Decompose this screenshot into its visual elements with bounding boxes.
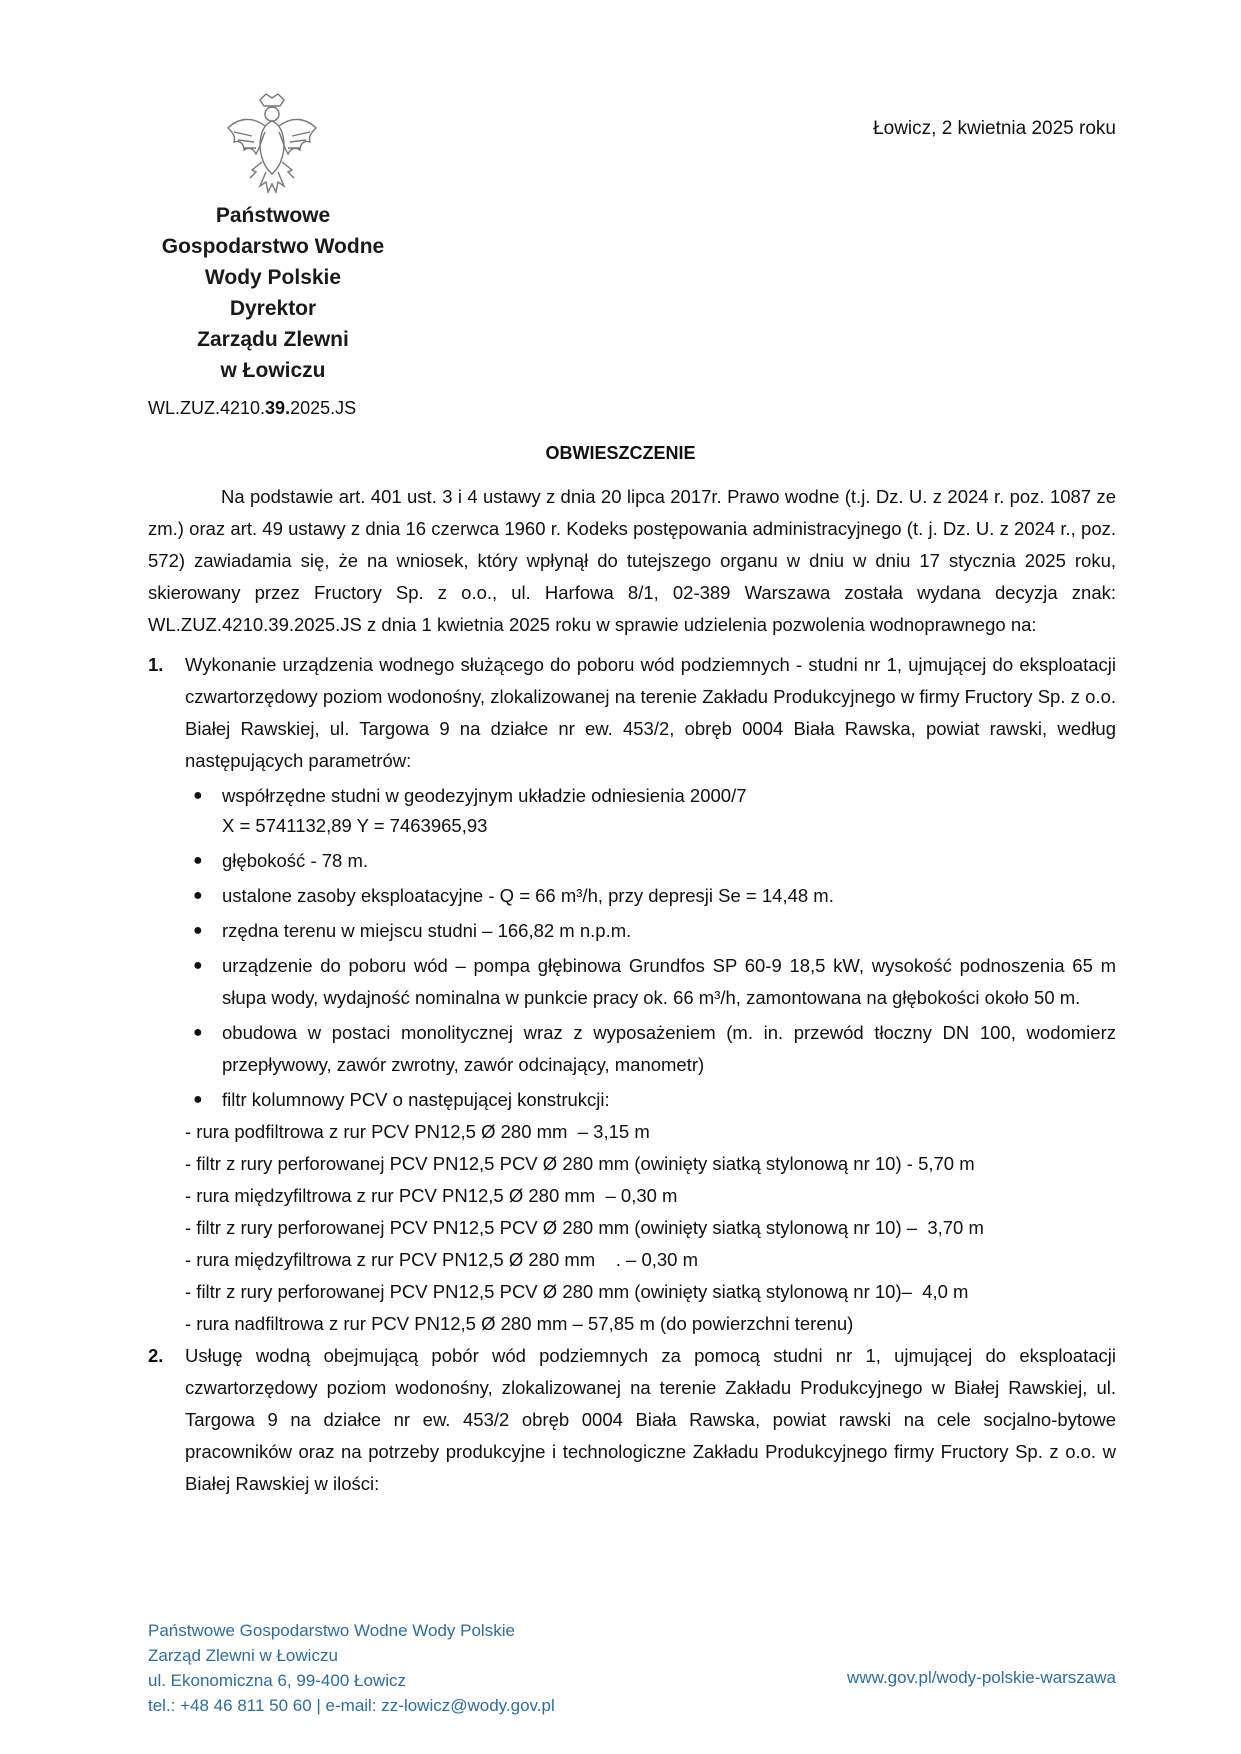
bullet-item [185, 1017, 1116, 1081]
document-title: OBWIESZCZENIE [545, 443, 696, 463]
bullet-text: urządzenie do poboru wód – pompa głębinowa Grundfos SP 60-9 18,5 kW, wysokość podnoszenia 65 m słupa wody, wydajność nominalna w punkcie pracy ok. 66 m³/h, zamontowana na głębokości około 50 m. [222, 955, 1116, 1008]
bullet-icon: ● [193, 1024, 203, 1041]
filter-line: - filtr z rury perforowanej PCV PN12,5 PCV Ø 280 mm (owinięty siatką stylonową nr 10)– 4,0 m [185, 1281, 969, 1302]
bullet-text: obudowa w postaci monolitycznej wraz z wyposażeniem (m. in. przewód tłoczny DN 100, wodomierz przepływowy, zawór zwrotny, zawór odcinający, manometr) [222, 1022, 1116, 1075]
bullet-icon: ● [193, 887, 203, 904]
bullet-item [185, 780, 1116, 842]
numbered-item-1 [148, 649, 1116, 1340]
reference-number [148, 398, 356, 419]
ref-prefix: WL.ZUZ.4210. [148, 398, 266, 418]
issuer-line: Państwowe [215, 204, 331, 227]
bullet-icon: ● [193, 852, 203, 869]
bullet-item [185, 950, 1116, 1014]
ref-bold: 39. [265, 398, 291, 418]
item-number: 2. [148, 1345, 164, 1366]
numbered-item-2 [148, 1340, 1116, 1500]
coordinates: X = 5741132,89 Y = 7463965,93 [222, 815, 488, 836]
bullet-text: rzędna terenu w miejscu studni – 166,82 m n.p.m. [222, 920, 632, 941]
footer-line: Państwowe Gospodarstwo Wodne Wody Polskie [148, 1621, 515, 1640]
footer-website-link[interactable]: www.gov.pl/wody-polskie-warszawa [847, 1668, 1116, 1687]
bullet-icon: ● [193, 787, 203, 804]
filter-line: - rura międzyfiltrowa z rur PCV PN12,5 Ø 280 mm . – 0,30 m [185, 1249, 699, 1270]
item-number: 1. [148, 654, 164, 675]
footer-line: tel.: +48 46 811 50 60 | e-mail: zz-lowicz@wody.gov.pl [148, 1696, 555, 1715]
issuer-line: Gospodarstwo Wodne [161, 235, 385, 258]
issuer-line: Dyrektor [229, 297, 317, 320]
bullet-item [185, 880, 1116, 912]
filter-line: - rura podfiltrowa z rur PCV PN12,5 Ø 280 mm – 3,15 m [185, 1121, 650, 1142]
filter-line: - filtr z rury perforowanej PCV PN12,5 PCV Ø 280 mm (owinięty siatką stylonową nr 10) – 3,70 m [185, 1217, 984, 1238]
bullet-icon: ● [193, 922, 203, 939]
item-text: Usługę wodną obejmującą pobór wód podziemnych za pomocą studni nr 1, ujmującej do eksploatacji czwartorzędowy poziom wodonośny, zlokalizowanej na terenie Zakładu Produkcyjnego w Białej Rawskiej, ul. Targowa 9 na działce nr ew. 453/2 obręb 0004 Biała Rawska, powiat rawski na cele socjalno-bytowe pracowników oraz na potrzeby produkcyjne i technologiczne Zakładu Produkcyjnego firmy Fructory Sp. z o.o. w Białej Rawskiej w ilości: [185, 1345, 1116, 1494]
bullet-icon: ● [193, 957, 203, 974]
intro-paragraph: Na podstawie art. 401 ust. 3 i 4 ustawy z dnia 20 lipca 2017r. Prawo wodne (t.j. Dz. U. z 2024 r. poz. 1087 ze zm.) oraz art. 49 ustawy z dnia 16 czerwca 1960 r. Kodeks postępowania administracyjnego (t. j. Dz. U. z 2024 r., poz. 572) zawiadamia się, że na wniosek, który wpłynął do tutejszego organu w dniu w dniu 17 stycznia 2025 roku, skierowany przez Fructory Sp. z o.o., ul. Harfowa 8/1, 02-389 Warszawa została wydana decyzja znak: WL.ZUZ.4210.39.2025.JS z dnia 1 kwietnia 2025 roku w sprawie udzielenia pozwolenia wodnoprawnego na: [148, 486, 1116, 635]
document-date: Łowicz, 2 kwietnia 2025 roku [873, 118, 1116, 139]
footer-line: Zarząd Zlewni w Łowiczu [148, 1646, 338, 1665]
issuer-line: w Łowiczu [220, 359, 326, 382]
bullet-text: głębokość - 78 m. [222, 850, 369, 871]
ref-suffix: 2025.JS [290, 398, 357, 418]
bullet-text: współrzędne studni w geodezyjnym układzie odniesienia 2000/7 [222, 785, 747, 806]
bullet-item [185, 845, 1116, 877]
bullet-icon: ● [193, 1091, 203, 1108]
footer-line: ul. Ekonomiczna 6, 99-400 Łowicz [148, 1671, 406, 1690]
issuer-block [138, 200, 408, 386]
filter-line: - rura nadfiltrowa z rur PCV PN12,5 Ø 280 mm – 57,85 m (do powierzchni terenu) [185, 1313, 854, 1334]
issuer-line: Zarządu Zlewni [197, 328, 349, 351]
filter-line: - rura międzyfiltrowa z rur PCV PN12,5 Ø 280 mm – 0,30 m [185, 1185, 678, 1206]
bullet-item [185, 1084, 1116, 1116]
bullet-text: filtr kolumnowy PCV o następującej konstrukcji: [222, 1089, 610, 1110]
issuer-line: Wody Polskie [204, 266, 342, 289]
bullet-text: ustalone zasoby eksploatacyjne - Q = 66 m³/h, przy depresji Se = 14,48 m. [222, 885, 834, 906]
polish-eagle-emblem-icon [222, 92, 322, 196]
bullet-item [185, 915, 1116, 947]
filter-line: - filtr z rury perforowanej PCV PN12,5 PCV Ø 280 mm (owinięty siatką stylonową nr 10) - 5,70 m [185, 1153, 975, 1174]
document-body [148, 481, 1116, 1500]
filter-construction [185, 1116, 1116, 1340]
footer-address [148, 1618, 555, 1718]
item-text: Wykonanie urządzenia wodnego służącego do poboru wód podziemnych - studni nr 1, ujmującej do eksploatacji czwartorzędowy poziom wodonośny, zlokalizowanej na terenie Zakładu Produkcyjnego w firmy Fructory Sp. z o.o. Białej Rawskiej, ul. Targowa 9 na działce nr ew. 453/2, obręb 0004 Biała Rawska, powiat rawski, według następujących parametrów: [185, 654, 1116, 771]
